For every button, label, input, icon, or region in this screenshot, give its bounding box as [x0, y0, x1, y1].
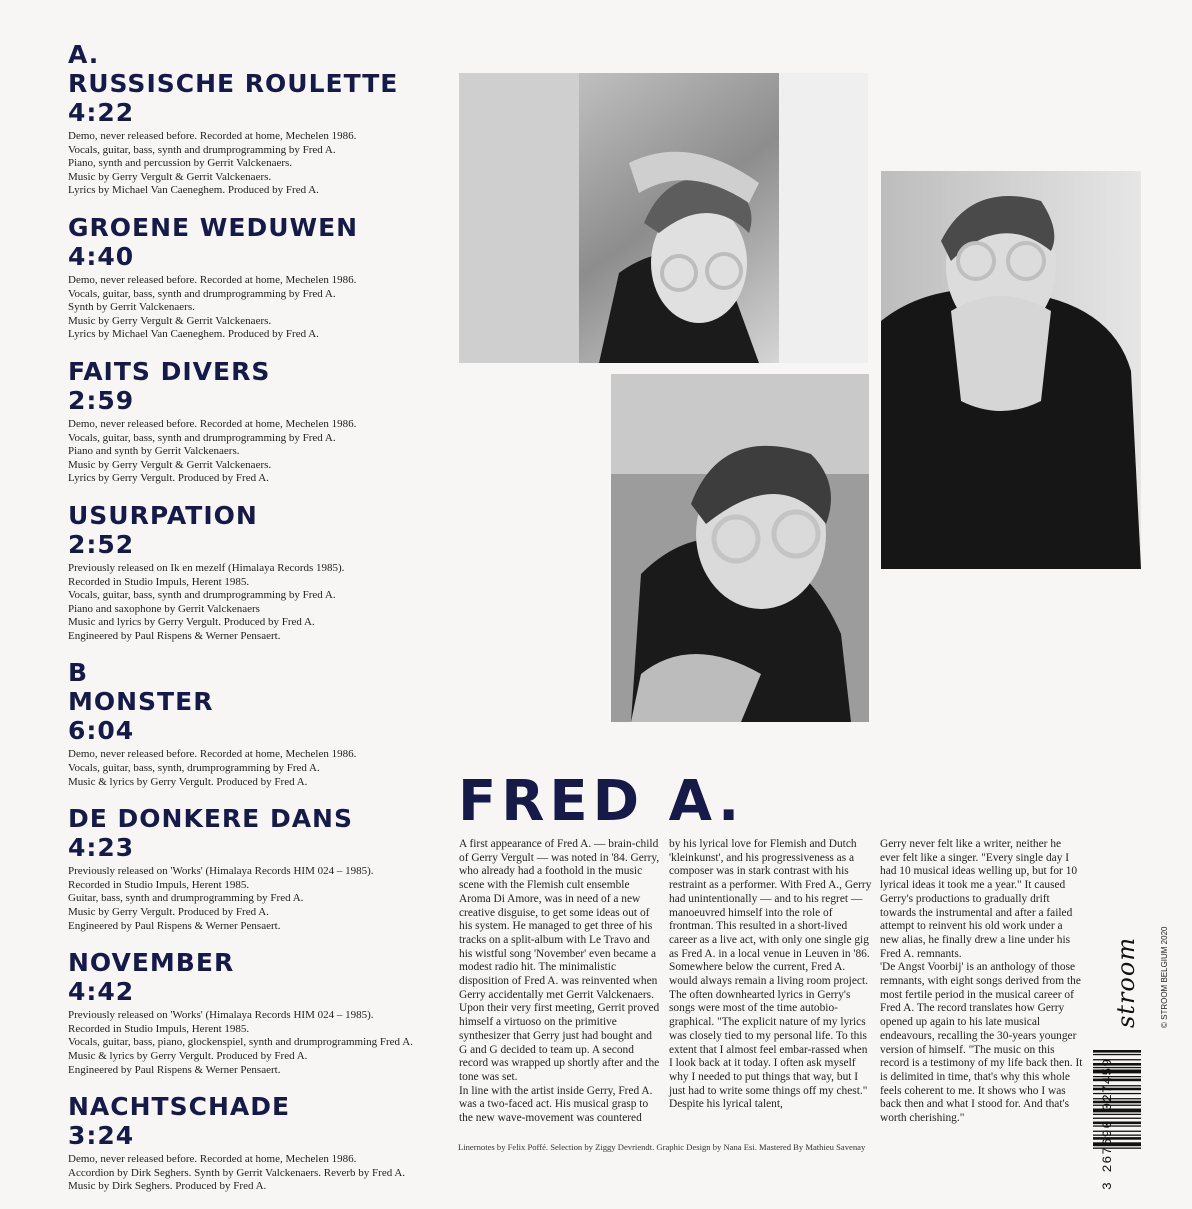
photo-looking-up [611, 374, 869, 722]
tracklist [68, 40, 448, 1209]
copyright-text: © STROOM BELGIUM 2020 [1160, 926, 1169, 1028]
track-notes [68, 748, 448, 789]
track-notes [68, 1153, 448, 1194]
track-heading-line: USURPATION [68, 500, 258, 530]
track-note-line: Music by Gerry Vergult & Gerrit Valckenaers. [68, 458, 272, 471]
track-heading-line: 4:40 [68, 241, 135, 271]
track-note-line: Vocals, guitar, bass, synth and drumprogramming by Fred A. [68, 143, 336, 156]
track-note-line: Music by Gerry Vergult. Produced by Fred A. [68, 906, 269, 919]
track [68, 501, 448, 644]
track-note-line: Recorded in Studio Impuls, Herent 1985. [68, 1022, 250, 1035]
barcode-bar [1093, 1050, 1141, 1053]
track-heading-line: FAITS DIVERS [68, 356, 271, 386]
track-heading-line: 4:23 [68, 833, 135, 863]
track-note-line: Music & lyrics by Gerry Vergult. Produced by Fred A. [68, 1050, 308, 1062]
track-heading-line: MONSTER [68, 687, 214, 717]
barcode-bar [1093, 1054, 1141, 1055]
track-notes [68, 1009, 448, 1077]
photo-hand-in-hair [459, 73, 868, 363]
track [68, 213, 448, 342]
track-notes [68, 274, 448, 342]
track-note-line: Vocals, guitar, bass, piano, glockenspiel, synth and drumprogramming Fred A. [68, 1036, 413, 1049]
track-heading-line: NACHTSCHADE [68, 1092, 291, 1122]
liner-notes-column-1 [459, 838, 662, 1126]
track-heading-line: 2:59 [68, 385, 135, 415]
track-note-line: Music by Gerry Vergult & Gerrit Valckenaers. [68, 170, 272, 183]
track-notes [68, 130, 448, 198]
track-note-line: Demo, never released before. Recorded at home, Mechelen 1986. [68, 1153, 357, 1166]
track-note-line: Music and lyrics by Gerry Vergult. Produced by Fred A. [68, 616, 315, 629]
portrait-image [611, 374, 869, 722]
track-note-line: Engineered by Paul Rispens & Werner Pensaert. [68, 1063, 281, 1076]
track-note-line: Lyrics by Michael Van Caeneghem. Produced by Fred A. [68, 328, 319, 341]
track-note-line: Piano, synth and percussion by Gerrit Valckenaers. [68, 157, 293, 170]
track-note-line: Demo, never released before. Recorded at home, Mechelen 1986. [68, 748, 357, 761]
barcode-digits: 3 267690 027459 [1100, 1057, 1115, 1190]
portrait-image [881, 171, 1141, 569]
track-note-line: Recorded in Studio Impuls, Herent 1985. [68, 575, 250, 588]
track [68, 40, 448, 198]
liner-notes-column-2 [669, 838, 872, 1112]
track-heading-line: 3:24 [68, 1121, 135, 1151]
track-note-line: Engineered by Paul Rispens & Werner Pensaert. [68, 629, 281, 642]
track-note-line: Music & lyrics by Gerry Vergult. Produced by Fred A. [68, 775, 308, 788]
track-notes [68, 562, 448, 644]
artist-name: FRED A. [458, 769, 745, 834]
track-note-line: Synth by Gerrit Valckenaers. [68, 301, 195, 314]
track-heading-line: A. [68, 40, 100, 69]
track-note-line: Previously released on 'Works' (Himalaya Records HIM 024 – 1985). [68, 865, 374, 878]
track-note-line: Vocals, guitar, bass, synth and drumprogramming by Fred A. [68, 589, 336, 602]
production-credits: Linernotes by Felix Poffé. Selection by Ziggy Devriendt. Graphic Design by Nana Esi. Mastered By Mathieu Savenay [458, 1142, 866, 1152]
track-note-line: Previously released on Ik en mezelf (Himalaya Records 1985). [68, 561, 345, 574]
track-note-line: Vocals, guitar, bass, synth, drumprogramming by Fred A. [68, 762, 320, 775]
track-note-line: Vocals, guitar, bass, synth and drumprogramming by Fred A. [68, 431, 336, 444]
track-note-line: Accordion by Dirk Seghers. Synth by Gerrit Valckenaers. Reverb by Fred A. [68, 1166, 406, 1179]
track-note-line: Piano and synth by Gerrit Valckenaers. [68, 445, 240, 458]
portrait-image [459, 73, 868, 363]
track [68, 1092, 448, 1194]
track-note-line: Demo, never released before. Recorded at home, Mechelen 1986. [68, 130, 357, 142]
track-notes [68, 418, 448, 486]
liner-paragraph: by his lyrical love for Flemish and Dutch 'kleinkunst', and his progressiveness as a composer was in stark contrast with his restraint as a performer. With Fred A., Gerry had unintentionally — and to his regret — manoeuvred himself into the role of frontman. This resulted in a short-lived career as a live act, with only one single gig as Fred A. in a local venue in Leuven in '86. Somewhere below the current, Fred A. would always remain a living room project. [669, 838, 872, 988]
track-heading-line: 4:22 [68, 98, 135, 127]
track-note-line: Piano and saxophone by Gerrit Valckenaers [68, 602, 260, 615]
liner-paragraph: 'De Angst Voorbij' is an anthology of those remnants, with eight songs derived from the most fertile period in the musical career of Fred A. The record translates how Gerry opened up again to his late musical endeavours, recalling the 30-years younger version of himself. "The music on this record is a testimony of my life back then. It is delimited in time, that's why this whole feels coherent to me. It shows who I was back then and what I stood for. And that's worth cherishing." [880, 961, 1083, 1125]
track [68, 357, 448, 486]
track-heading-line: RUSSISCHE ROULETTE [68, 69, 399, 98]
track-heading-line: B [68, 658, 89, 688]
track-heading-line: 2:52 [68, 529, 135, 559]
stroom-logo: stroom [1112, 936, 1140, 1028]
liner-notes-column-3 [880, 838, 1083, 1126]
track-note-line: Lyrics by Michael Van Caeneghem. Produced by Fred A. [68, 184, 319, 197]
track-heading-line: 4:42 [68, 977, 135, 1007]
track-note-line: Music by Dirk Seghers. Produced by Fred A. [68, 1180, 267, 1193]
liner-paragraph: The often downhearted lyrics in Gerry's songs were most of the time autobio-graphical. "The explicit nature of my lyrics was closely tied to my personal life. To this extent that I almost feel embar-rassed when I look back at it today. I often ask myself why I needed to put things that way, but I just had to write some things off my chest." Despite his lyrical talent, [669, 988, 868, 1111]
track [68, 948, 448, 1077]
track-heading-line: DE DONKERE DANS [68, 804, 353, 834]
track-heading-line: GROENE WEDUWEN [68, 212, 359, 242]
track-heading-line: NOVEMBER [68, 948, 235, 978]
track-heading-line: 6:04 [68, 716, 135, 746]
track-note-line: Lyrics by Gerry Vergult. Produced by Fred A. [68, 472, 269, 485]
liner-paragraph: Gerry never felt like a writer, neither he ever felt like a singer. "Every single day I had 10 musical ideas welling up, but for 10 lyrical ideas it took me a year." It caused Gerry's productions to gradually drift towards the instrumental and after a failed attempt to reinvent his old work under a new alias, he finally drew a line under his Fred A. remnants. [880, 838, 1078, 960]
track [68, 804, 448, 933]
track-notes [68, 865, 448, 933]
track-note-line: Guitar, bass, synth and drumprogramming by Fred A. [68, 892, 304, 905]
photo-hand-over-mouth [881, 171, 1141, 569]
liner-paragraph: In line with the artist inside Gerry, Fred A. was a two-faced act. His musical grasp to the new wave-movement was countered [459, 1084, 653, 1125]
track [68, 658, 448, 789]
track-note-line: Demo, never released before. Recorded at home, Mechelen 1986. [68, 417, 357, 430]
track-note-line: Vocals, guitar, bass, synth and drumprogramming by Fred A. [68, 287, 336, 300]
track-note-line: Demo, never released before. Recorded at home, Mechelen 1986. [68, 273, 357, 286]
track-note-line: Previously released on 'Works' (Himalaya Records HIM 024 – 1985). [68, 1009, 374, 1022]
track-note-line: Music by Gerry Vergult & Gerrit Valckenaers. [68, 314, 272, 327]
track-note-line: Engineered by Paul Rispens & Werner Pensaert. [68, 919, 281, 932]
track-note-line: Recorded in Studio Impuls, Herent 1985. [68, 878, 250, 891]
liner-paragraph: A first appearance of Fred A. — brain-child of Gerry Vergult — was noted in '84. Gerry, who already had a foothold in the music scene with the Flemish cult ensemble Aroma Di Amore, was in need of a new creative disguise, to get some ideas out of his system. He managed to get three of his tracks on a split-album with Le Travo and his wistful song 'November' even became a modest radio hit. The minimalistic disposition of Fred A. was reinvented when Gerry accidentally met Gerrit Valckenaers. Upon their very first meeting, Gerrit proved himself a virtuoso on the primitive synthesizer that Gerry just had bought and G and G decided to team up. A second record was wrapped up shortly after and the tone was set. [459, 838, 660, 1083]
